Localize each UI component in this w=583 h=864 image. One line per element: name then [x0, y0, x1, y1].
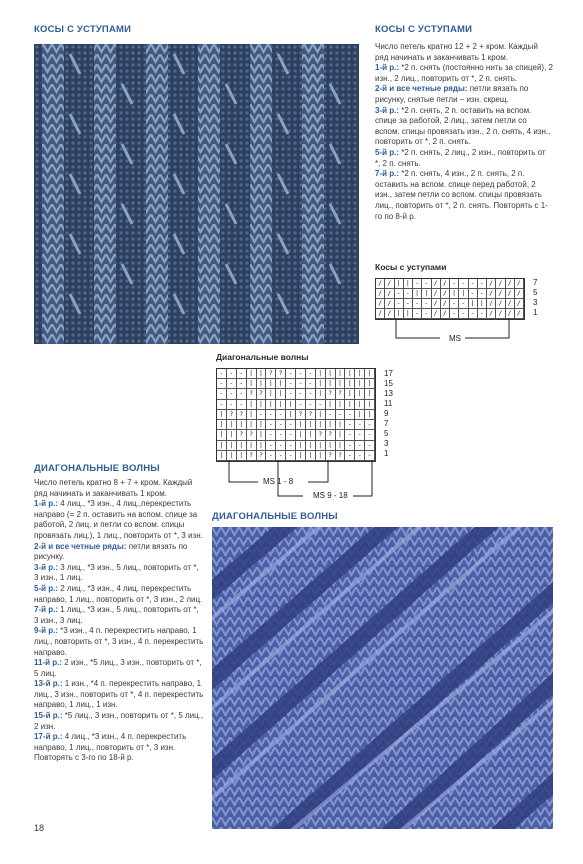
chart2-row-13: 13	[384, 389, 393, 398]
chart2-cell: -	[345, 420, 355, 430]
chart2-row-17: 17	[384, 369, 393, 378]
chart1-row-5: 5	[533, 288, 538, 297]
chart2-cell: |	[316, 441, 326, 451]
chart2-row-15: 15	[384, 379, 393, 388]
chart2-cell: -	[355, 441, 365, 451]
chart2-cell: |	[276, 400, 286, 410]
chart2-cell: |	[326, 369, 336, 379]
chart2-repeat-brackets	[228, 460, 378, 502]
chart2-cell: ?	[326, 430, 336, 440]
chart1-cell: |	[395, 309, 404, 319]
chart1-cell: -	[450, 309, 459, 319]
chart1-cell: -	[459, 299, 468, 309]
chart1-cell: |	[450, 289, 459, 299]
chart2-cell: ?	[227, 410, 237, 420]
chart2-row-3: 3	[384, 439, 389, 448]
chart1-cell: -	[450, 279, 459, 289]
chart1-cell: /	[487, 289, 496, 299]
chart2-cell: |	[286, 400, 296, 410]
chart2-cell: ?	[336, 389, 346, 399]
chart2-cell: |	[296, 430, 306, 440]
chart1-cell: /	[441, 309, 450, 319]
chart2-cell: -	[345, 430, 355, 440]
chart2-cell: |	[286, 410, 296, 420]
chart2-cell: |	[306, 451, 316, 461]
chart1-cell: -	[469, 289, 478, 299]
chart2-cell: -	[227, 369, 237, 379]
chart2-cell: |	[355, 369, 365, 379]
chart2-cell: -	[276, 420, 286, 430]
diagonal-waves-chart	[216, 368, 376, 462]
chart2-cell: |	[316, 369, 326, 379]
chart2-cell: -	[286, 451, 296, 461]
chart2-cell: -	[326, 410, 336, 420]
chart2-repeat-label-1: MS 1 - 8	[263, 477, 294, 486]
p2-step-6: 9-й р.: *3 изн., 4 п. перекрестить направо, 1 лиц., повторить от *, 3 изн., 4 п. перекрестить направо.	[34, 626, 204, 657]
chart2-cell: |	[266, 379, 276, 389]
chart1-cell: /	[376, 309, 385, 319]
chart1-cell: /	[376, 289, 385, 299]
chart2-cell: ?	[257, 451, 267, 461]
p1-step-1: 1-й р.: *2 п. снять (постоянно нить за спицей), 2 изн., 2 лиц., повторить от *, 2 п. снять.	[375, 63, 553, 83]
chart2-cell: ?	[276, 369, 286, 379]
chart2-cell: -	[306, 379, 316, 389]
chart2-cell: |	[276, 389, 286, 399]
chart2-cell: |	[316, 410, 326, 420]
p2-step-8: 13-й р.: 1 изн., *4 п. перекрестить направо, 1 лиц., 3 изн., повторить от *, 4 п. перекрестить направо, 1 лиц., 1 изн.	[34, 679, 204, 710]
chart1-cell: -	[422, 309, 431, 319]
chart2-cell: |	[227, 451, 237, 461]
chart2-cell: -	[276, 430, 286, 440]
chart2-cell: |	[306, 430, 316, 440]
chart2-cell: |	[306, 441, 316, 451]
chart1-cell: |	[469, 299, 478, 309]
chart1-cell: -	[422, 299, 431, 309]
chart2-cell: -	[217, 369, 227, 379]
chart2-cell: ?	[237, 410, 247, 420]
chart2-cell: -	[237, 369, 247, 379]
pattern2-title: ДИАГОНАЛЬНЫЕ ВОЛНЫ	[34, 463, 160, 474]
chart2-cell: -	[296, 400, 306, 410]
chart2-cell: -	[296, 389, 306, 399]
chart2-cell: -	[286, 430, 296, 440]
chart1-cell: -	[413, 279, 422, 289]
chart2-cell: ?	[247, 389, 257, 399]
chart2-cell: -	[306, 400, 316, 410]
chart2-cell: |	[345, 389, 355, 399]
chart1-cell: -	[395, 299, 404, 309]
chart2-cell: -	[266, 451, 276, 461]
chart2-cell: |	[237, 451, 247, 461]
pattern1-title: КОСЫ С УСТУПАМИ	[375, 24, 473, 35]
chart2-cell: -	[365, 441, 375, 451]
chart2-cell: |	[217, 430, 227, 440]
chart2-repeat-label-2: MS 9 - 18	[313, 491, 348, 500]
chart1-cell: -	[459, 279, 468, 289]
pattern2-photo-title: ДИАГОНАЛЬНЫЕ ВОЛНЫ	[212, 511, 338, 522]
chart2-cell: -	[227, 389, 237, 399]
pattern2-instructions	[34, 478, 204, 764]
chart2-cell: |	[365, 410, 375, 420]
p2-step-9: 15-й р.: *5 лиц., 3 изн., повторить от *, 5 лиц., 2 изн.	[34, 711, 204, 731]
chart2-cell: |	[355, 379, 365, 389]
chart1-cell: /	[432, 289, 441, 299]
p1-step-2: 2-й и все четные ряды: петли вязать по рисунку, снятые петли – изн. скрещ.	[375, 84, 529, 104]
chart2-cell: |	[296, 451, 306, 461]
chart2-cell: |	[247, 379, 257, 389]
p2-step-0: Число петель кратно 8 + 7 + кром. Каждый ряд начинать и заканчивать 1 кром.	[34, 478, 193, 498]
chart2-cell: |	[237, 420, 247, 430]
chart2-cell: |	[316, 420, 326, 430]
chart2-cell: |	[296, 420, 306, 430]
chart2-cell: |	[247, 420, 257, 430]
chart2-cell: -	[296, 379, 306, 389]
chart2-cell: -	[316, 400, 326, 410]
chart1-cell: /	[385, 289, 394, 299]
chart2-cell: -	[266, 420, 276, 430]
chart2-cell: |	[296, 441, 306, 451]
chart2-row-7: 7	[384, 419, 389, 428]
chart2-cell: -	[365, 420, 375, 430]
chart2-cell: |	[365, 389, 375, 399]
chart2-cell: |	[257, 441, 267, 451]
chart2-cell: |	[257, 379, 267, 389]
chart2-cell: -	[306, 369, 316, 379]
chart2-cell: -	[345, 410, 355, 420]
chart2-cell: ?	[326, 451, 336, 461]
chart2-cell: ?	[257, 389, 267, 399]
chart2-cell: -	[286, 369, 296, 379]
p2-step-10: 17-й р.: 4 лиц., *3 изн., 4 п. перекрестить направо, 1 лиц., повторить от *, 3 изн. Повторять с 3-го по 18-й р.	[34, 732, 187, 763]
chart1-cell: /	[515, 289, 524, 299]
chart2-cell: |	[326, 420, 336, 430]
chart1-cell: |	[404, 309, 413, 319]
chart2-cell: |	[266, 400, 276, 410]
chart2-cell: |	[355, 389, 365, 399]
chart2-cell: -	[345, 441, 355, 451]
chart2-cell: |	[365, 400, 375, 410]
chart2-cell: |	[316, 379, 326, 389]
p2-step-3: 3-й р.: 3 лиц., *3 изн., 5 лиц., повторить от *, 3 изн., 1 лиц.	[34, 562, 199, 583]
p2-step-4: 5-й р.: 2 лиц., *3 изн., 4 лиц. перекрестить направо, 1 лиц., повторить от *, 3 изн., 2 лиц.	[34, 583, 203, 604]
chart2-cell: |	[326, 441, 336, 451]
chart1-cell: |	[404, 279, 413, 289]
chart2-cell: -	[276, 451, 286, 461]
page-number: 18	[34, 823, 45, 833]
chart2-cell: -	[355, 430, 365, 440]
chart2-cell: -	[257, 410, 267, 420]
chart2-cell: |	[257, 420, 267, 430]
p1-step-4: 5-й р.: *2 п. снять, 2 лиц., 2 изн., повторить от *, 2 п. снять.	[375, 147, 546, 168]
chart2-cell: -	[266, 441, 276, 451]
chart2-cell: -	[237, 379, 247, 389]
chart1-cell: /	[385, 279, 394, 289]
cable-steps-photo	[34, 44, 359, 344]
chart2-cell: |	[336, 369, 346, 379]
chart2-row-9: 9	[384, 409, 389, 418]
chart2-cell: ?	[247, 430, 257, 440]
chart1-cell: /	[496, 309, 505, 319]
chart1-cell: /	[487, 279, 496, 289]
chart1-repeat-label: MS	[449, 334, 461, 343]
chart2-cell: |	[276, 379, 286, 389]
chart1-cell: |	[478, 299, 487, 309]
chart1-cell: |	[459, 289, 468, 299]
chart2-cell: |	[306, 420, 316, 430]
chart1-row-3: 3	[533, 298, 538, 307]
chart1-row-1: 1	[533, 308, 538, 317]
chart1-cell: -	[404, 289, 413, 299]
chart1-cell: /	[496, 279, 505, 289]
chart1-cell: /	[515, 309, 524, 319]
chart1-cell: /	[506, 309, 515, 319]
chart1-cell: -	[478, 279, 487, 289]
chart2-cell: -	[276, 441, 286, 451]
pattern2-chart-title: Диагональные волны	[216, 352, 309, 362]
chart1-cell: /	[487, 299, 496, 309]
chart2-cell: |	[247, 410, 257, 420]
chart2-cell: |	[336, 420, 346, 430]
chart2-cell: ?	[247, 451, 257, 461]
chart2-cell: -	[355, 451, 365, 461]
chart2-cell: |	[326, 400, 336, 410]
chart2-cell: -	[286, 420, 296, 430]
chart2-cell: |	[316, 451, 326, 461]
diagonal-waves-photo	[212, 527, 553, 829]
chart2-cell: |	[257, 369, 267, 379]
chart1-cell: /	[376, 299, 385, 309]
chart2-cell: -	[286, 379, 296, 389]
chart2-cell: ?	[296, 410, 306, 420]
chart1-cell: /	[515, 299, 524, 309]
chart2-cell: |	[247, 369, 257, 379]
pattern1-instructions	[375, 42, 553, 222]
chart2-cell: -	[365, 451, 375, 461]
chart2-cell: -	[276, 410, 286, 420]
chart2-cell: -	[365, 430, 375, 440]
chart2-cell: -	[345, 451, 355, 461]
chart2-cell: |	[217, 441, 227, 451]
chart2-cell: ?	[237, 430, 247, 440]
p1-step-5: 7-й р.: *2 п. снять, 4 изн., 2 п. снять, 2 п. оставить на вспом. спице перед работой, 2 изн., затем петли со вспом. спицы провязать лиц., повторить от *, 2 п. снять. Повторять с 1-го по 8-й р.	[375, 169, 548, 221]
chart2-cell: -	[306, 389, 316, 399]
chart1-cell: -	[404, 299, 413, 309]
chart1-cell: /	[441, 289, 450, 299]
chart2-cell: |	[355, 410, 365, 420]
p2-step-1: 1-й р.: 4 лиц., *3 изн., 4 лиц.,перекрестить направо (= 2 п. оставить на вспом. спице за работой, 2 лиц. и петли со вспом. спицы провязать лиц.), 1 лиц., повторить от *, 3 изн.	[34, 499, 203, 540]
chart1-cell: /	[432, 279, 441, 289]
chart2-cell: |	[365, 379, 375, 389]
p2-step-2: 2-й и все четные ряды: петли вязать по рисунку.	[34, 541, 188, 562]
cable-steps-chart	[375, 278, 525, 320]
chart2-cell: -	[336, 410, 346, 420]
chart1-cell: /	[441, 299, 450, 309]
chart1-cell: /	[506, 279, 515, 289]
p2-step-5: 7-й р.: 1 лиц., *3 изн., 5 лиц., повторить от *, 3 изн., 3 лиц.	[34, 605, 199, 625]
chart1-cell: /	[385, 299, 394, 309]
chart2-cell: -	[217, 379, 227, 389]
cable-steps-knit-image	[34, 44, 359, 344]
chart2-cell: |	[336, 441, 346, 451]
chart2-cell: |	[257, 430, 267, 440]
chart2-cell: |	[227, 441, 237, 451]
chart1-cell: -	[459, 309, 468, 319]
chart2-cell: |	[316, 389, 326, 399]
chart2-cell: |	[345, 369, 355, 379]
chart1-cell: -	[413, 309, 422, 319]
chart2-cell: -	[217, 400, 227, 410]
chart2-cell: ?	[266, 369, 276, 379]
p1-step-3: 3-й р.: *2 п. снять, 2 п. оставить на вспом. спице за работой, 2 лиц., затем петли со вспом. спицы провязать изн., 2 п. снять, 4 изн., повторить от *, 2 п. снять.	[375, 105, 551, 147]
chart2-cell: |	[326, 379, 336, 389]
chart1-cell: -	[450, 299, 459, 309]
chart2-cell: -	[355, 420, 365, 430]
chart1-cell: /	[376, 279, 385, 289]
chart2-cell: |	[247, 400, 257, 410]
chart2-cell: ?	[316, 430, 326, 440]
chart1-cell: /	[496, 289, 505, 299]
chart2-cell: -	[237, 400, 247, 410]
chart2-cell: -	[266, 410, 276, 420]
chart1-cell: /	[432, 299, 441, 309]
chart1-cell: |	[395, 279, 404, 289]
chart1-cell: -	[413, 299, 422, 309]
chart2-cell: |	[227, 420, 237, 430]
chart2-cell: |	[336, 430, 346, 440]
chart1-cell: -	[469, 279, 478, 289]
chart2-cell: |	[355, 400, 365, 410]
chart2-cell: |	[247, 441, 257, 451]
chart1-cell: -	[478, 309, 487, 319]
chart2-row-11: 11	[384, 399, 393, 408]
diagonal-waves-knit-image	[212, 527, 553, 829]
chart2-cell: ?	[326, 389, 336, 399]
chart2-row-1: 1	[384, 449, 389, 458]
chart1-cell: |	[413, 289, 422, 299]
chart1-cell: -	[395, 289, 404, 299]
chart2-cell: |	[345, 379, 355, 389]
chart2-cell: |	[217, 420, 227, 430]
pattern1-photo-title: КОСЫ С УСТУПАМИ	[34, 24, 132, 35]
chart2-cell: -	[296, 369, 306, 379]
chart2-cell: |	[336, 379, 346, 389]
chart1-cell: /	[506, 299, 515, 309]
chart2-cell: |	[217, 410, 227, 420]
chart2-cell: |	[237, 441, 247, 451]
chart2-cell: -	[227, 400, 237, 410]
chart1-cell: -	[469, 309, 478, 319]
chart2-cell: |	[266, 389, 276, 399]
chart2-cell: |	[345, 400, 355, 410]
chart1-row-7: 7	[533, 278, 538, 287]
chart2-cell: -	[237, 389, 247, 399]
chart2-cell: -	[227, 379, 237, 389]
chart1-cell: /	[432, 309, 441, 319]
chart2-cell: |	[227, 430, 237, 440]
chart2-cell: |	[336, 400, 346, 410]
pattern1-chart-title: Косы с уступами	[375, 262, 447, 272]
chart1-cell: |	[422, 289, 431, 299]
chart2-cell: -	[266, 430, 276, 440]
chart2-row-5: 5	[384, 429, 389, 438]
chart2-cell: |	[217, 451, 227, 461]
chart1-cell: /	[441, 279, 450, 289]
chart2-cell: -	[217, 389, 227, 399]
p2-step-7: 11-й р.: 2 изн., *5 лиц., 3 изн., повторить от *, 5 лиц.	[34, 658, 202, 678]
chart2-cell: ?	[306, 410, 316, 420]
chart2-cell: |	[365, 369, 375, 379]
chart1-cell: /	[385, 309, 394, 319]
chart1-cell: -	[422, 279, 431, 289]
chart1-cell: /	[487, 309, 496, 319]
chart2-cell: ?	[336, 451, 346, 461]
chart1-cell: /	[506, 289, 515, 299]
chart1-cell: /	[496, 299, 505, 309]
chart2-cell: -	[286, 441, 296, 451]
chart1-cell: /	[515, 279, 524, 289]
chart2-cell: -	[286, 389, 296, 399]
chart1-cell: -	[478, 289, 487, 299]
chart2-cell: |	[257, 400, 267, 410]
p1-step-0: Число петель кратно 12 + 2 + кром. Каждый ряд начинать и заканчивать 1 кром.	[375, 42, 538, 62]
